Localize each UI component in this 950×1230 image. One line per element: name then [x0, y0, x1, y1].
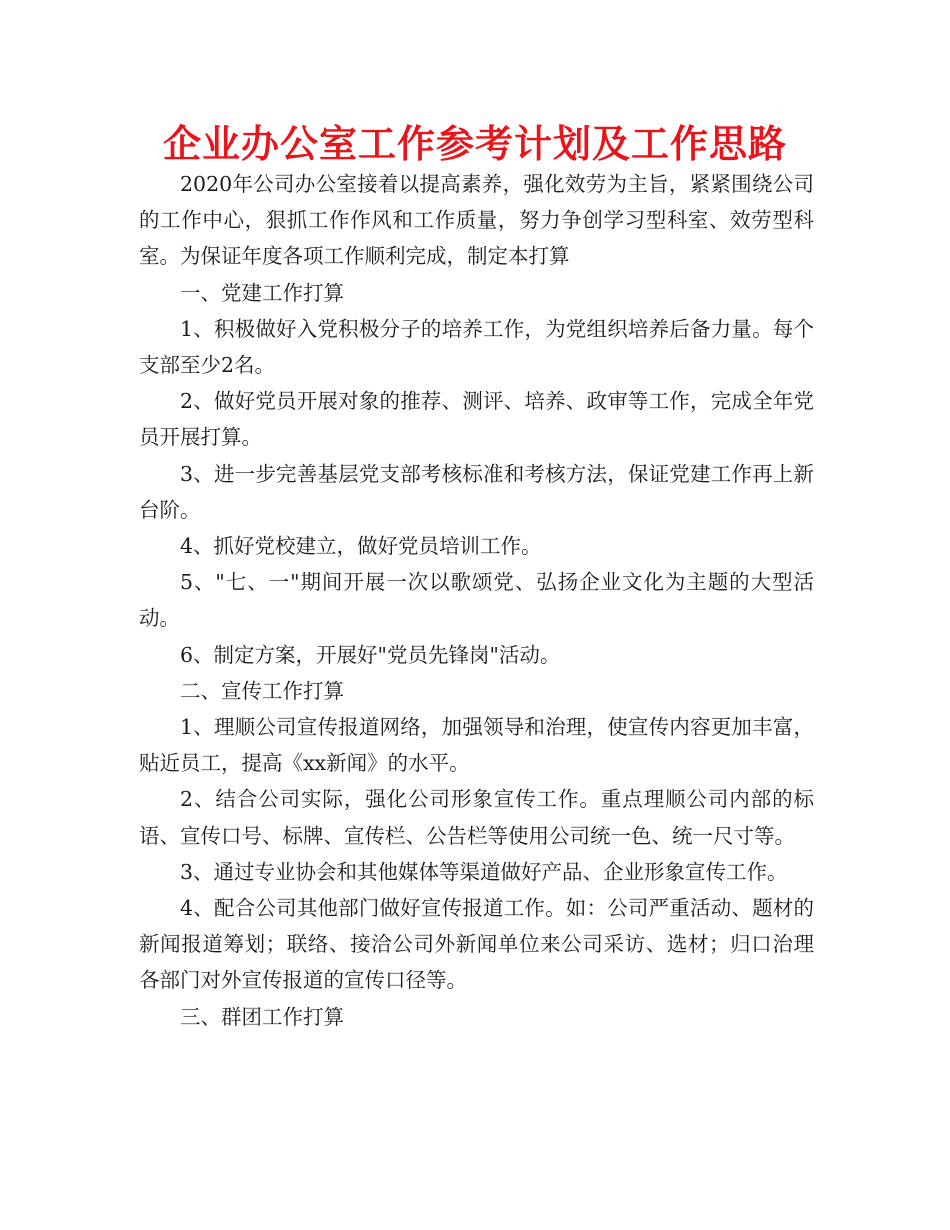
list-item: 4、抓好党校建立，做好党员培训工作。 [180, 534, 542, 559]
list-item: 2、做好党员开展对象的推荐、测评、培养、政审等工作，完成全年党员开展打算。 [139, 389, 814, 450]
intro-paragraph: 2020年公司办公室接着以提高素养，强化效劳为主旨，紧紧围绕公司的工作中心，狠抓工作作风和工作质量，努力争创学习型科室、效劳型科室。为保证年度各项工作顺利完成，制定本打算 [139, 172, 814, 269]
section-heading-party-building: 一、党建工作打算 [180, 280, 344, 305]
section-heading-mass-organizations: 三、群团工作打算 [180, 1004, 344, 1029]
list-item: 3、通过专业协会和其他媒体等渠道做好产品、企业形象宣传工作。 [180, 859, 788, 884]
document-title: 企业办公室工作参考计划及工作思路 [162, 122, 787, 166]
list-item: 3、进一步完善基层党支部考核标准和考核方法，保证党建工作再上新台阶。 [139, 461, 814, 522]
list-item: 5、"七、一"期间开展一次以歌颂党、弘扬企业文化为主题的大型活动。 [139, 570, 814, 631]
list-item: 2、结合公司实际，强化公司形象宣传工作。重点理顺公司内部的标语、宣传口号、标牌、宣传栏、公告栏等使用公司统一色、统一尺寸等。 [139, 787, 814, 848]
document-body [139, 166, 814, 1035]
list-item: 4、配合公司其他部门做好宣传报道工作。如：公司严重活动、题材的新闻报道筹划；联络、接洽公司外新闻单位来公司采访、选材；归口治理各部门对外宣传报道的宣传口径等。 [139, 896, 814, 993]
list-item: 6、制定方案，开展好"党员先锋岗"活动。 [180, 642, 561, 667]
list-item: 1、理顺公司宣传报道网络，加强领导和治理，使宣传内容更加丰富，贴近员工，提高《xx新闻》的水平。 [139, 715, 814, 776]
list-item: 1、积极做好入党积极分子的培养工作，为党组织培养后备力量。每个支部至少2名。 [139, 316, 814, 378]
section-heading-publicity: 二、宣传工作打算 [180, 678, 344, 703]
